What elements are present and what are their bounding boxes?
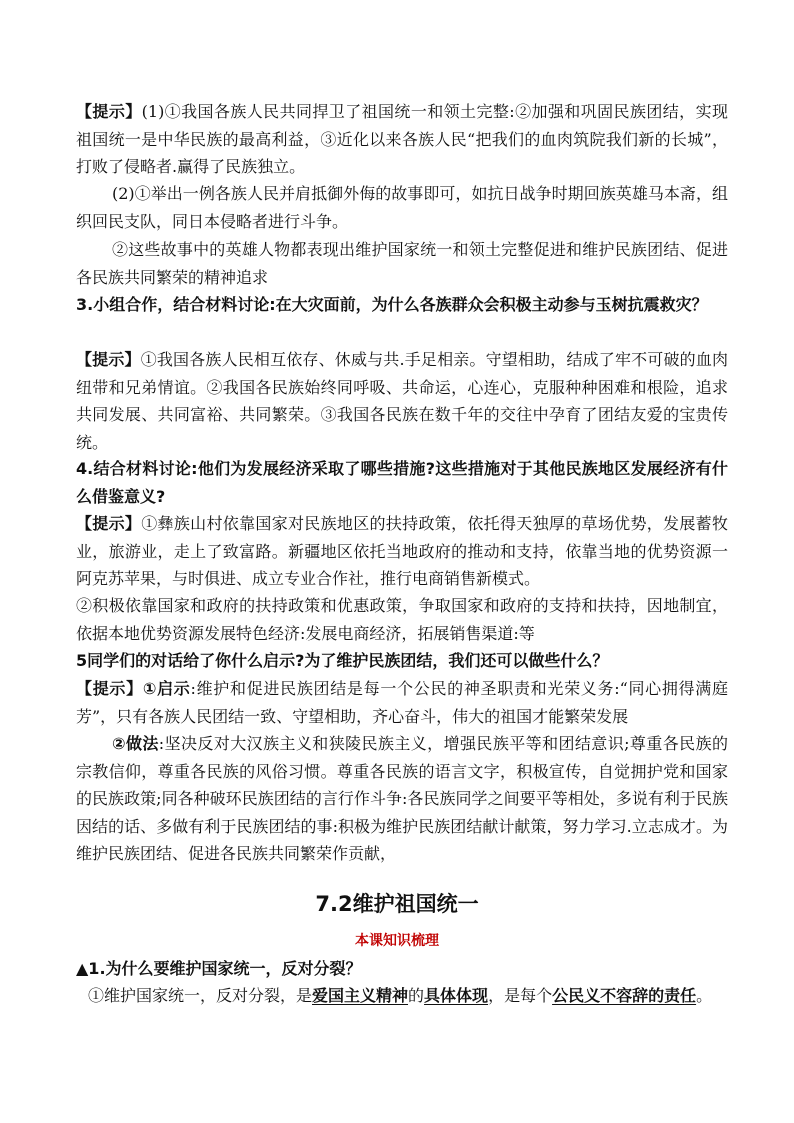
q2-answer-part2: (2)①举出一例各族人民并肩抵御外侮的故事即可，如抗日战争时期回族英雄马本斋，组织回民支队，同日本侵略者进行斗争。 bbox=[76, 184, 728, 231]
hint-label: 【提示】 bbox=[76, 514, 142, 533]
q5-answer2-text: :坚决反对大汉族主义和狭陵民族主义，增强民族平等和团结意识;尊重各民族的宗教信仰，尊重各民族的风俗习惯。尊重各民族的语言文字，积极宣传，自觉拥护党和国家的民族政策;同各种破环民族团结的言行作斗争:各民族同学之间要平等相处，多说有利于民族因结的话、多做有利于民族团结的事:积极为维护民族团结献计献策，努力学习.立志成才。为维护民族团结、促进各民族共同繁荣作贡献， bbox=[76, 734, 728, 863]
k1-answer-pre: ①维护国家统一，反对分裂，是 bbox=[88, 986, 313, 1005]
q5-answer-part2 bbox=[76, 730, 728, 868]
q5-question: 5同学们的对话给了你什么启示?为了维护民族团结，我们还可以做些什么？ bbox=[76, 651, 609, 670]
q2-answer-text1: (1)①我国各族人民共同捍卫了祖国统一和领土完整:②加强和巩固民族团结，实现祖国统一是中华民族的最高利益，③近化以来各族人民“把我们的血肉筑院我们新的长城”，打败了侵略者.赢得了民族独立。 bbox=[76, 102, 728, 176]
k1-question: ▲1.为什么要维护国家统一，反对分裂？ bbox=[76, 959, 362, 978]
q4-answer-part1 bbox=[76, 510, 728, 593]
k1-mid1: 的 bbox=[408, 986, 425, 1005]
q3-answer bbox=[76, 346, 728, 456]
q2-answer-part3: ②这些故事中的英雄人物都表现出维护国家统一和领土完整促进和维护民族团结、促进各民族共同繁荣的精神追求 bbox=[76, 240, 728, 287]
section-title: 7.2维护祖国统一 bbox=[315, 892, 479, 916]
k1-answer bbox=[76, 982, 728, 1010]
k1-end: 。 bbox=[696, 986, 713, 1005]
q2-answer-part1 bbox=[76, 98, 728, 181]
k1-underline-2: 具体体现 bbox=[424, 986, 489, 1005]
q5-answer-part1 bbox=[76, 675, 728, 730]
q5-answer1-label: ①启示 bbox=[142, 679, 191, 698]
q4-answer-text1: ①彝族山村依靠国家对民族地区的扶持政策，依托得天独厚的草场优势，发展蓄牧业，旅游业，走上了致富路。新疆地区依托当地政府的推动和支持，依靠当地的优势资源一阿克苏苹果，与时俱进、成立专业合作社，推行电商销售新模式。 bbox=[76, 514, 728, 588]
q4-question: 4.结合材料讨论:他们为发展经济采取了哪些措施?这些措施对于其他民族地区发展经济有什么借鉴意义? bbox=[76, 459, 728, 506]
hint-label: 【提示】 bbox=[76, 679, 143, 698]
section-subtitle: 本课知识梳理 bbox=[355, 933, 439, 949]
k1-mid2: ，是每个 bbox=[488, 986, 553, 1005]
q4-answer-part2: ②积极依靠国家和政府的扶持政策和优惠政策，争取国家和政府的支持和扶持，因地制宜，依据本地优势资源发展特色经济:发展电商经济，拓展销售渠道:等 bbox=[76, 596, 728, 643]
q5-answer2-label: ②做法 bbox=[112, 734, 159, 753]
k1-underline-1: 爱国主义精神 bbox=[312, 986, 409, 1005]
q3-answer-text: ①我国各族人民相互依存、休威与共.手足相亲。守望相助，结成了牢不可破的血肉纽带和兄弟情谊。②我国各民族始终同呼吸、共命运，心连心，克服种种困难和根险，追求共同发展、共同富裕、共同繁荣。③我国各民族在数千年的交往中孕育了团结友爱的宝贵传统。 bbox=[76, 350, 728, 452]
hint-label: 【提示】 bbox=[76, 350, 141, 369]
q3-question: 3.小组合作，结合材料讨论:在大灾面前，为什么各族群众会积极主动参与玉树抗震救灾？ bbox=[76, 295, 708, 314]
k1-underline-3: 公民义不容辞的责任 bbox=[552, 986, 697, 1005]
q5-answer1-text: :维护和促进民族团结是每一个公民的神圣职责和光荣义务:“同心拥得满庭芳”，只有各族人民团结一致、守望相助，齐心奋斗，伟大的祖国才能繁荣发展 bbox=[76, 679, 728, 726]
hint-label: 【提示】 bbox=[76, 102, 142, 121]
